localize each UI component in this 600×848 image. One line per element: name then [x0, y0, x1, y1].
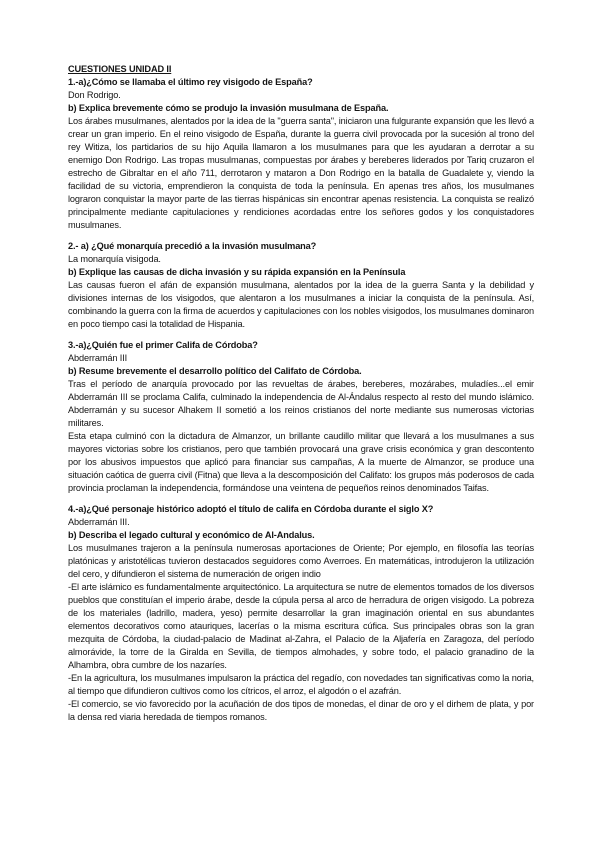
answer-4b-paragraph-4: -El comercio, se vio favorecido por la acuñación de dos tipos de monedas, el dinar de oro y el dirhem de plata, y por la densa red viaria heredada de tiempos romanos.: [68, 699, 534, 722]
question-2a: 2.- a) ¿Qué monarquía precedió a la invasión musulmana?: [68, 241, 317, 251]
document-title: CUESTIONES UNIDAD II: [68, 64, 172, 74]
question-3a: 3.-a)¿Quién fue el primer Califa de Córdoba?: [68, 340, 258, 350]
answer-4b-paragraph-3: -En la agricultura, los musulmanes impulsaron la práctica del regadío, con novedades tan significativas como la noria, al tiempo que difundieron cultivos como los cítricos, el arroz, el algodón o el azafrán.: [68, 673, 534, 696]
answer-3b-paragraph-1: Tras el período de anarquía provocado por las revueltas de árabes, bereberes, mozárabes, muladíes...el emir Abderramán III se proclama Califa, culminado la independencia de Al-Ándalus respecto al resto del mundo islámico. Abderramán y su sucesor Alhakem II sometió a los reinos cristianos del norte mediante sus numerosas victorias militares.: [68, 379, 534, 428]
question-1a: 1.-a)¿Cómo se llamaba el último rey visigodo de España?: [68, 77, 313, 87]
answer-1a: Don Rodrigo.: [68, 90, 121, 100]
answer-4b-paragraph-2: -El arte islámico es fundamentalmente arquitectónico. La arquitectura se nutre de elementos tomados de los diversos pueblos que constituían el imperio árabe, desde la cúpula persa al arco de herradura de origen visigodo. La pobreza de los materiales (ladrillo, madera, yeso) permite desarrollar la gran imaginación oriental en sus abundantes elementos decorativos como atauriques, lacerías o la misma escritura cúfica. Sus principales obras son la gran mezquita de Córdoba, la ciudad-palacio de Madinat al-Zahra, el Palacio de la Aljafería en Zaragoza, del período almorávide, la torre de la Giralda en Sevilla, de tiempos almohades, y sobre todo, el palacio granadino de la Alhambra, obra cumbre de los nazaríes.: [68, 582, 534, 670]
answer-2a: La monarquía visigoda.: [68, 254, 161, 264]
answer-3a: Abderramán III: [68, 353, 128, 363]
question-block-3: [68, 339, 534, 495]
question-3b: b) Resume brevemente el desarrollo político del Califato de Córdoba.: [68, 366, 362, 376]
question-block-2: [68, 240, 534, 331]
answer-3b-paragraph-2: Esta etapa culminó con la dictadura de Almanzor, un brillante caudillo militar que llevará a los musulmanes a sus mayores victorias sobre los cristianos, pero que también provocará una grave crisis económica y gran descontento por los abusivos impuestos que aplicó para financiar sus campañas, A la muerte de Almanzor, se produce una situación caótica de guerra civil (Fitna) que lleva a la descomposición del Califato: los grupos más poderosos de cada provincia proclaman la independencia, formándose una veintena de pequeños reinos denominados Taifas.: [68, 431, 534, 493]
question-2b: b) Explique las causas de dicha invasión y su rápida expansión en la Península: [68, 267, 406, 277]
question-1b: b) Explica brevemente cómo se produjo la invasión musulmana de España.: [68, 103, 389, 113]
answer-4b-paragraph-1: Los musulmanes trajeron a la península numerosas aportaciones de Oriente; Por ejemplo, en filosofía las teorías platónicas y aristotélicas tuvieron destacados seguidores como Averroes. En matemáticas, introdujeron la utilización del cero, y difundieron el sistema de numeración de origen indio: [68, 543, 534, 579]
answer-2b-paragraph-1: Las causas fueron el afán de expansión musulmana, alentados por la idea de la guerra Santa y la debilidad y divisiones internas de los visigodos, que alentaron a los musulmanes a iniciar la conquista de la península. Así, combinando la guerra con la firma de acuerdos y capitulaciones con los nobles visigodos, los musulmanes dominaron en poco tiempo casi la totalidad de Hispania.: [68, 280, 534, 329]
question-block-4: [68, 503, 534, 724]
question-4a: 4.-a)¿Qué personaje histórico adoptó el título de califa en Córdoba durante el siglo X?: [68, 504, 434, 514]
answer-1b-paragraph-1: Los árabes musulmanes, alentados por la idea de la "guerra santa", iniciaron una fulgurante expansión que les llevó a crear un gran imperio. En el reino visigodo de España, durante la guerra civil provocada por la sucesión al trono del rey Witiza, los partidarios de su hijo Aquila llamaron a los musulmanes para que les ayudaran a derrotar a su enemigo Don Rodrigo. Las tropas musulmanas, compuestas por árabes y bereberes liderados por Tariq cruzaron el estrecho de Gibraltar en el año 711, derrotaron y mataron a Don Rodrigo en la batalla de Guadalete y, viendo la facilidad de su victoria, emprendieron la conquista de toda la península. En apenas tres años, los musulmanes lograron conquistar la mayor parte de las tierras hispánicas sin encontrar apenas resistencia. La conquista se realizó principalmente mediante capitulaciones y rendiciones acordadas entre los señores godos y los conquistadores musulmanes.: [68, 116, 534, 230]
question-4b: b) Describa el legado cultural y económico de Al-Andalus.: [68, 530, 315, 540]
question-block-1: [68, 76, 534, 232]
answer-4a: Abderramán III.: [68, 517, 130, 527]
